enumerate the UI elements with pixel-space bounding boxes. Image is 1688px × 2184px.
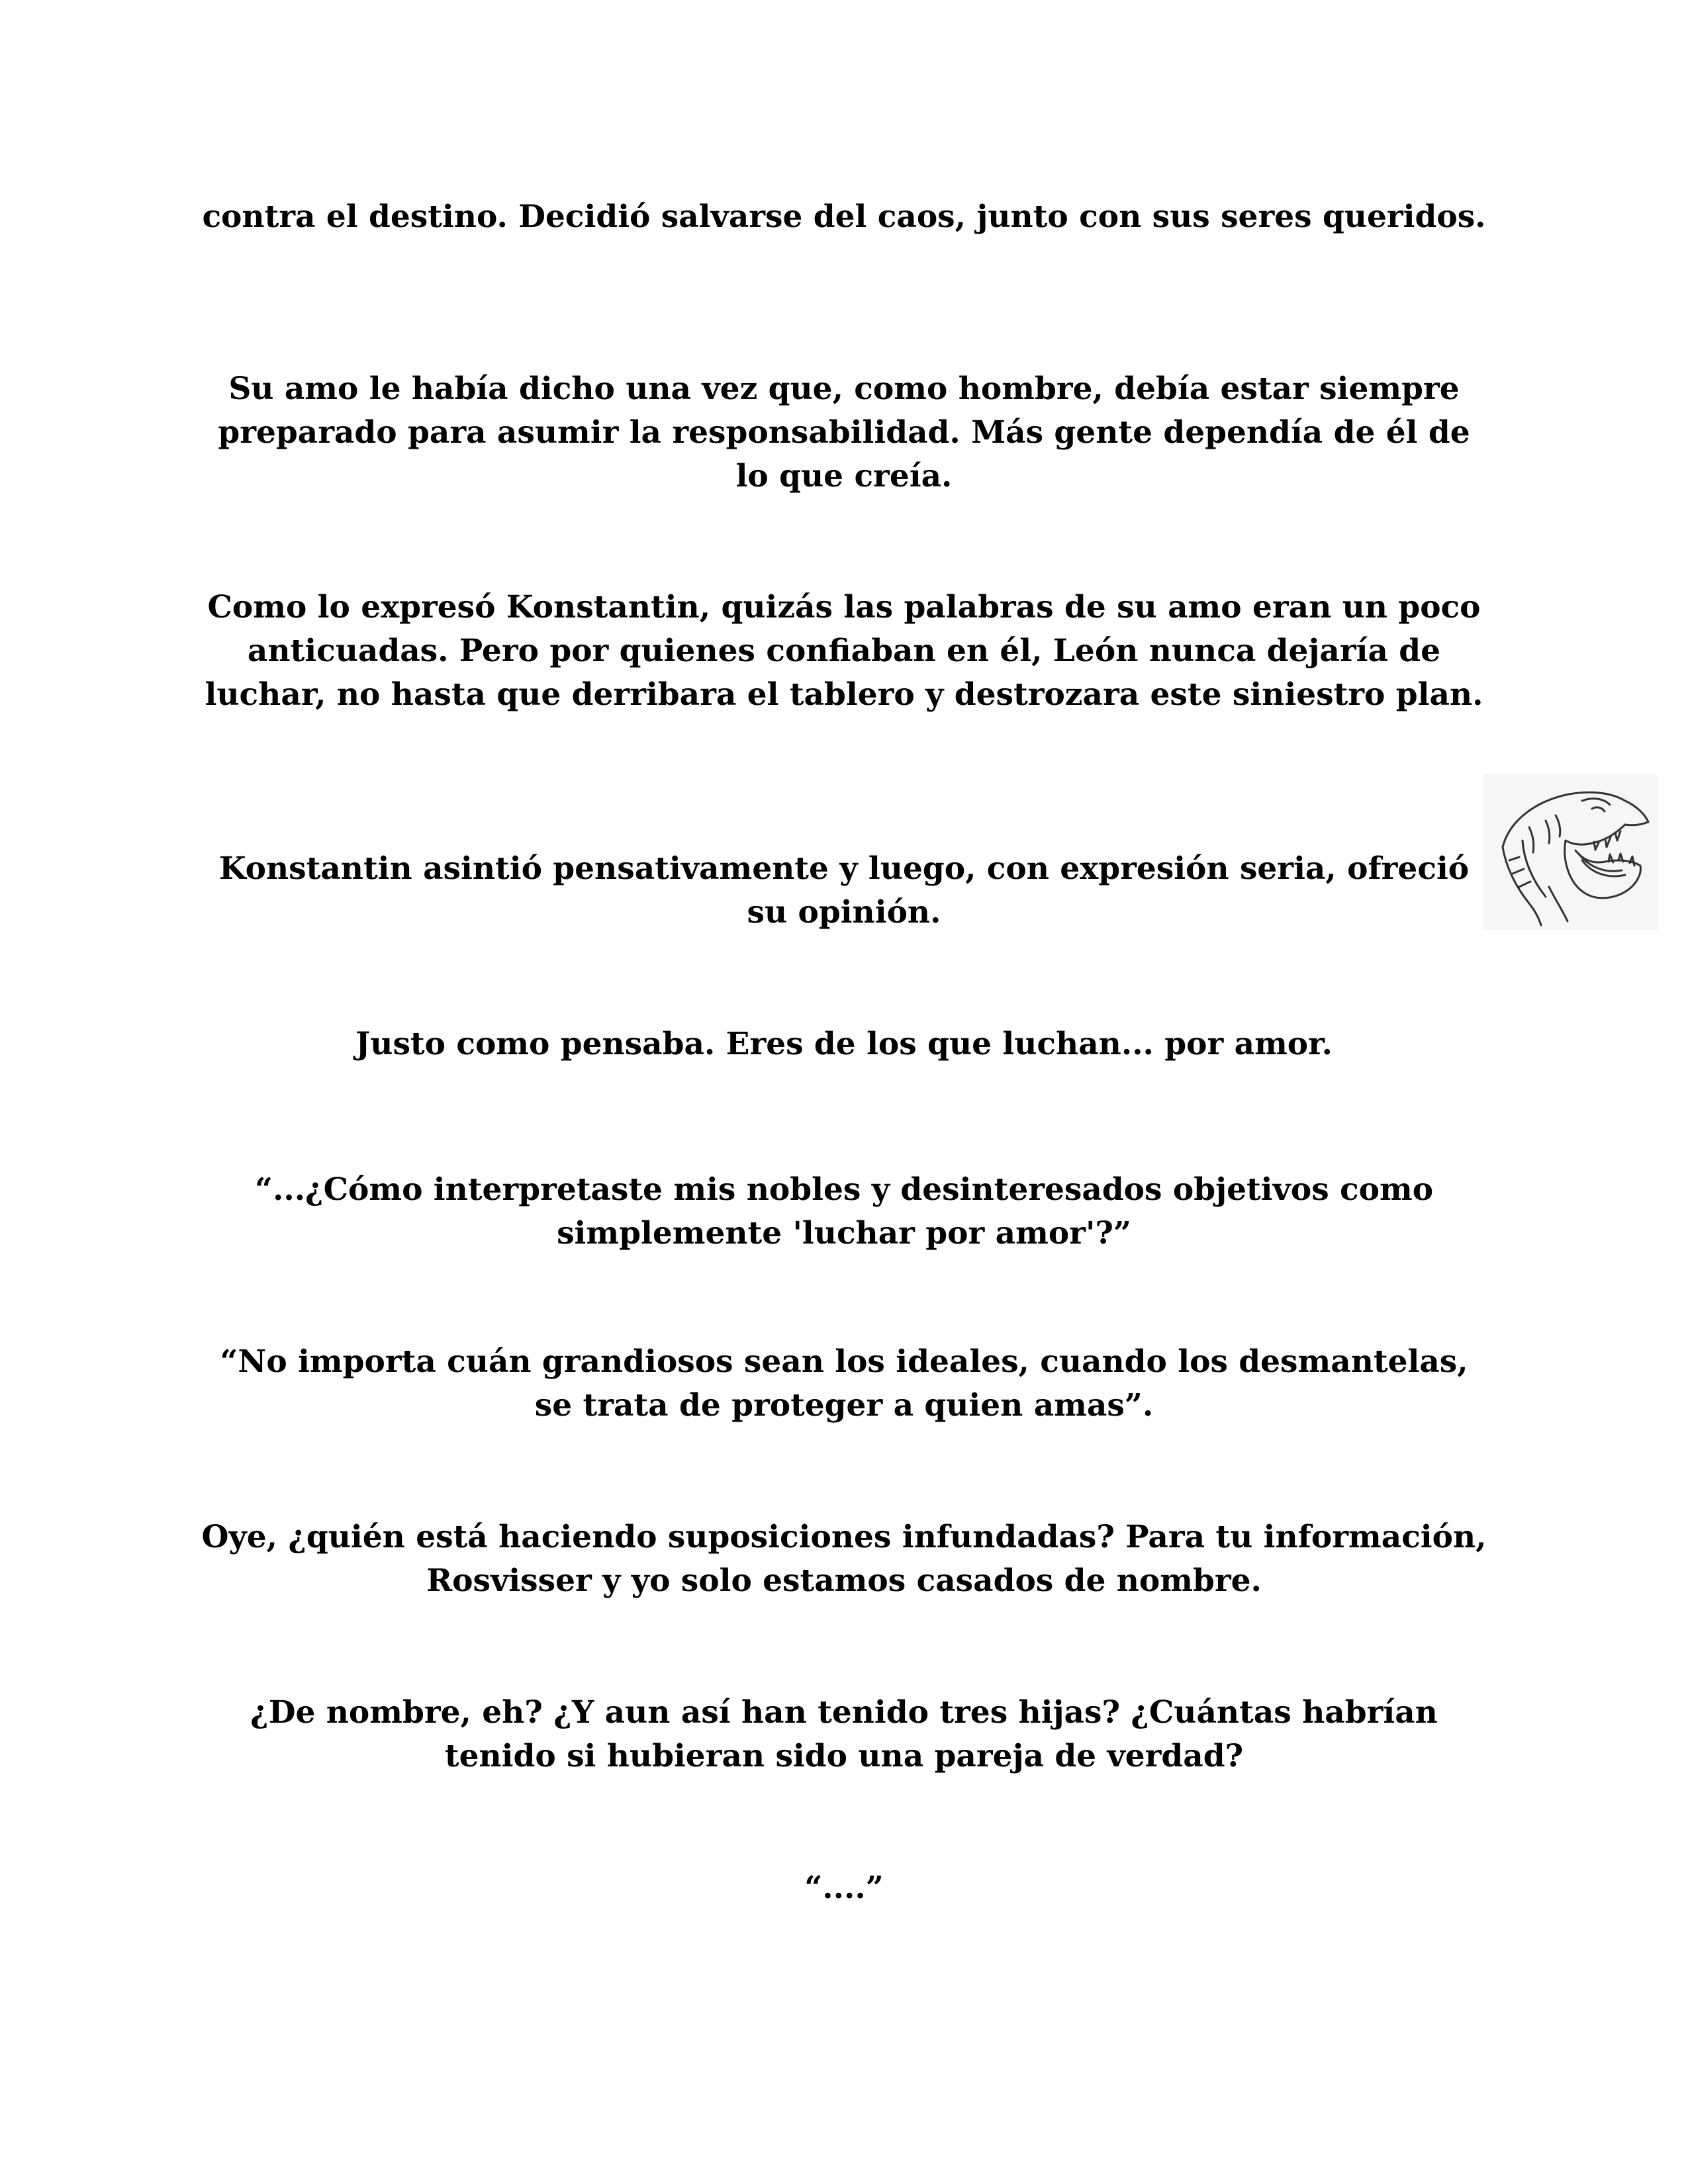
paragraph-7: “No importa cuán grandiosos sean los ideales, cuando los desmantelas, se trata de proteger a quien amas”.	[220, 1343, 1468, 1424]
paragraph-9: ¿De nombre, eh? ¿Y aun así han tenido tres hijas? ¿Cuántas habrían tenido si hubieran sido una pareja de verdad?	[250, 1694, 1438, 1774]
paragraph-1: contra el destino. Decidió salvarse del caos, junto con sus seres queridos.	[202, 199, 1486, 235]
paragraph-3: Como lo expresó Konstantin, quizás las palabras de su amo eran un poco anticuadas. Pero por quienes confiaban en él, León nunca dejaría de luchar, no hasta que derribara el tablero y destrozara este siniestro plan.	[205, 589, 1483, 713]
dinosaur-head-sketch-icon	[1483, 774, 1658, 930]
paragraph-4: Konstantin asintió pensativamente y luego, con expresión seria, ofreció su opinión.	[218, 850, 1470, 931]
paragraph-8: Oye, ¿quién está haciendo suposiciones infundadas? Para tu información, Rosvisser y yo solo estamos casados de nombre.	[201, 1519, 1487, 1599]
paragraph-6: “...¿Cómo interpretaste mis nobles y desinteresados objetivos como simplemente 'luchar por amor'?”	[254, 1171, 1434, 1251]
paragraph-10: “....”	[804, 1870, 884, 1906]
paragraph-5: Justo como pensaba. Eres de los que luchan... por amor.	[355, 1026, 1333, 1062]
paragraph-2: Su amo le había dicho una vez que, como hombre, debía estar siempre preparado para asumir la responsabilidad. Más gente dependía de él de lo que creía.	[218, 371, 1470, 494]
